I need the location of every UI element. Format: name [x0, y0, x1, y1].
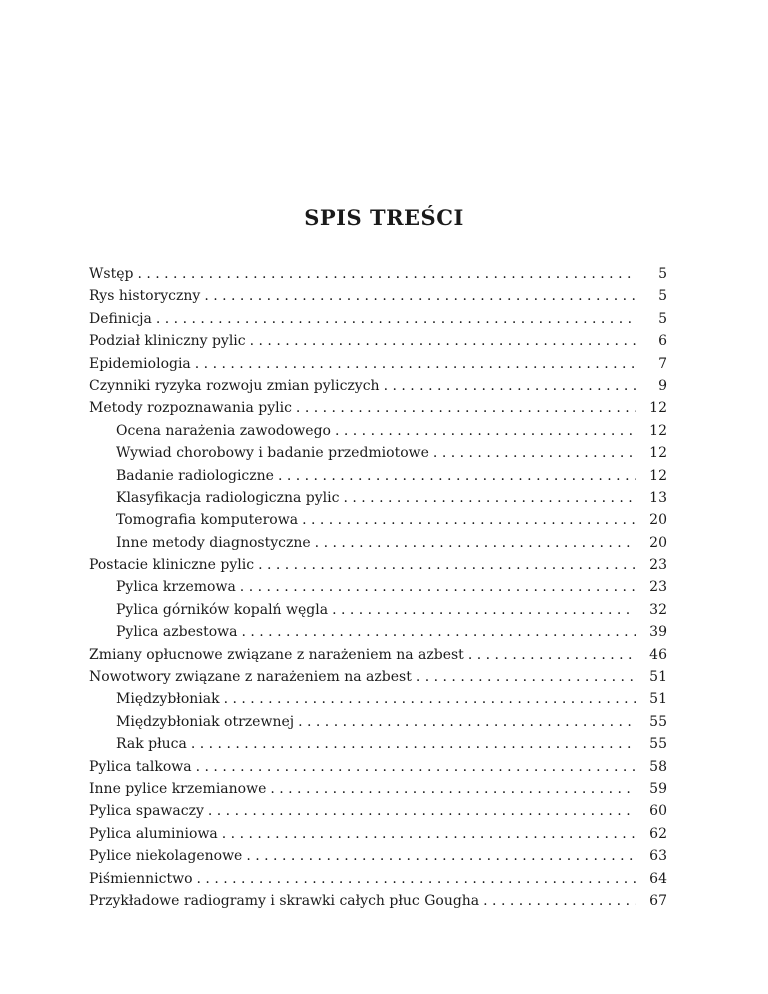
toc-page-number: 5 — [658, 288, 667, 305]
toc-entry-title: Klasyfikacja radiologiczna pylic — [116, 489, 340, 506]
toc-entry-title: Podział kliniczny pylic — [89, 333, 246, 350]
dot-leader — [302, 509, 636, 531]
toc-entry-title: Zmiany opłucnowe związane z narażeniem na azbest — [89, 646, 464, 663]
dot-leader — [246, 845, 636, 867]
toc-page-number: 55 — [649, 713, 667, 730]
toc-entry-title: Pylica górników kopalń węgla — [116, 601, 329, 618]
toc-entry — [89, 800, 667, 822]
toc-entry — [89, 353, 667, 375]
toc-subentry — [89, 711, 667, 733]
dot-leader — [384, 375, 636, 397]
toc-entry — [89, 285, 667, 307]
dot-leader — [224, 688, 636, 710]
toc-entry-title: Wstęp — [89, 266, 134, 282]
toc-page-number: 7 — [658, 355, 667, 372]
toc-entry — [89, 778, 667, 800]
toc-entry-title: Międzybłoniak otrzewnej — [116, 713, 295, 730]
dot-leader — [204, 285, 636, 307]
toc-entry-title: Pylica aluminiowa — [89, 825, 218, 842]
toc-entry-title: Ocena narażenia zawodowego — [116, 422, 331, 439]
toc-entry — [89, 823, 667, 845]
toc-subentry — [89, 465, 667, 487]
dot-leader — [343, 487, 636, 509]
toc-page-number: 12 — [649, 445, 667, 462]
toc-entry — [89, 263, 667, 285]
toc-page-number: 64 — [649, 870, 667, 887]
dot-leader — [137, 263, 636, 285]
toc-subentry — [89, 621, 667, 643]
toc-subentry — [89, 599, 667, 621]
toc-page-number: 13 — [649, 489, 667, 506]
toc-page-number: 60 — [649, 803, 667, 820]
toc-entry-title: Wywiad chorobowy i badanie przedmiotowe — [116, 445, 429, 462]
toc-page-number: 5 — [658, 266, 667, 282]
toc-page-number: 59 — [649, 780, 667, 797]
toc-entry-title: Pylica spawaczy — [89, 803, 204, 820]
toc-entry-title: Czynniki ryzyka rozwoju zmian pyliczych — [89, 377, 380, 394]
toc-subentry — [89, 576, 667, 598]
toc-entry — [89, 845, 667, 867]
toc-page-number: 5 — [658, 310, 667, 327]
dot-leader — [468, 644, 636, 666]
dot-leader — [298, 711, 636, 733]
toc-page-number: 58 — [649, 758, 667, 775]
toc-page-number: 63 — [649, 848, 667, 865]
toc-subentry — [89, 442, 667, 464]
toc-entry — [89, 868, 667, 890]
dot-leader — [483, 890, 636, 912]
dot-leader — [240, 576, 636, 598]
toc-page-number: 51 — [649, 691, 667, 708]
dot-leader — [197, 868, 636, 890]
toc-page-number: 6 — [658, 333, 667, 350]
toc-entry-title: Tomografia komputerowa — [116, 512, 299, 529]
toc-page-number: 20 — [649, 512, 667, 529]
toc-entry — [89, 644, 667, 666]
dot-leader — [250, 330, 636, 352]
toc-entry-title: Rak płuca — [116, 736, 187, 753]
toc-page-number: 39 — [649, 624, 667, 641]
dot-leader — [208, 800, 636, 822]
toc-entry-title: Pylica krzemowa — [116, 579, 236, 596]
toc-entry-title: Międzybłoniak — [116, 691, 220, 708]
toc-entry-title: Metody rozpoznawania pylic — [89, 400, 292, 417]
toc-page-number: 12 — [649, 400, 667, 417]
toc-entry-title: Rys historyczny — [89, 288, 201, 305]
dot-leader — [416, 666, 636, 688]
toc-page-number: 9 — [658, 377, 667, 394]
toc-entry-title: Inne metody diagnostyczne — [116, 534, 311, 551]
toc-entry-title: Przykładowe radiogramy i skrawki całych płuc Gougha — [89, 892, 480, 909]
toc-page-number: 32 — [649, 601, 667, 618]
toc-subentry — [89, 532, 667, 554]
table-of-contents — [89, 263, 667, 912]
toc-subentry — [89, 487, 667, 509]
toc-subentry — [89, 733, 667, 755]
dot-leader — [296, 397, 636, 419]
dot-leader — [433, 442, 636, 464]
toc-entry-title: Pylica talkowa — [89, 758, 192, 775]
toc-entry-title: Postacie kliniczne pylic — [89, 557, 255, 574]
dot-leader — [191, 733, 636, 755]
dot-leader — [315, 532, 636, 554]
toc-page-number: 67 — [649, 892, 667, 909]
toc-subentry — [89, 420, 667, 442]
toc-entry-title: Pylica azbestowa — [116, 624, 238, 641]
toc-entry — [89, 890, 667, 912]
toc-entry-title: Definicja — [89, 310, 152, 327]
toc-entry-title: Inne pylice krzemianowe — [89, 780, 267, 797]
toc-page-number: 55 — [649, 736, 667, 753]
toc-subentry — [89, 509, 667, 531]
dot-leader — [222, 823, 636, 845]
toc-entry — [89, 330, 667, 352]
dot-leader — [196, 756, 636, 778]
toc-page-number: 62 — [649, 825, 667, 842]
toc-entry-title: Nowotwory związane z narażeniem na azbest — [89, 669, 412, 686]
dot-leader — [278, 465, 636, 487]
toc-page-number: 12 — [649, 467, 667, 484]
dot-leader — [241, 621, 636, 643]
toc-entry-title: Epidemiologia — [89, 355, 191, 372]
toc-entry — [89, 756, 667, 778]
toc-entry — [89, 554, 667, 576]
toc-entry — [89, 666, 667, 688]
dot-leader — [258, 554, 636, 576]
toc-entry — [89, 308, 667, 330]
toc-entry — [89, 375, 667, 397]
toc-page-number: 46 — [649, 646, 667, 663]
toc-entry-title: Badanie radiologiczne — [116, 467, 274, 484]
toc-entry-title: Pylice niekolagenowe — [89, 848, 243, 865]
dot-leader — [270, 778, 636, 800]
toc-entry-title: Piśmiennictwo — [89, 870, 193, 887]
dot-leader — [195, 353, 636, 375]
toc-page-number: 51 — [649, 669, 667, 686]
toc-page-number: 12 — [649, 422, 667, 439]
page-title: SPIS TREŚCI — [304, 205, 464, 230]
dot-leader — [156, 308, 636, 330]
toc-subentry — [89, 688, 667, 710]
dot-leader — [335, 420, 636, 442]
dot-leader — [332, 599, 636, 621]
toc-entry — [89, 397, 667, 419]
toc-page-number: 20 — [649, 534, 667, 551]
toc-page-number: 23 — [649, 579, 667, 596]
toc-page-number: 23 — [649, 557, 667, 574]
